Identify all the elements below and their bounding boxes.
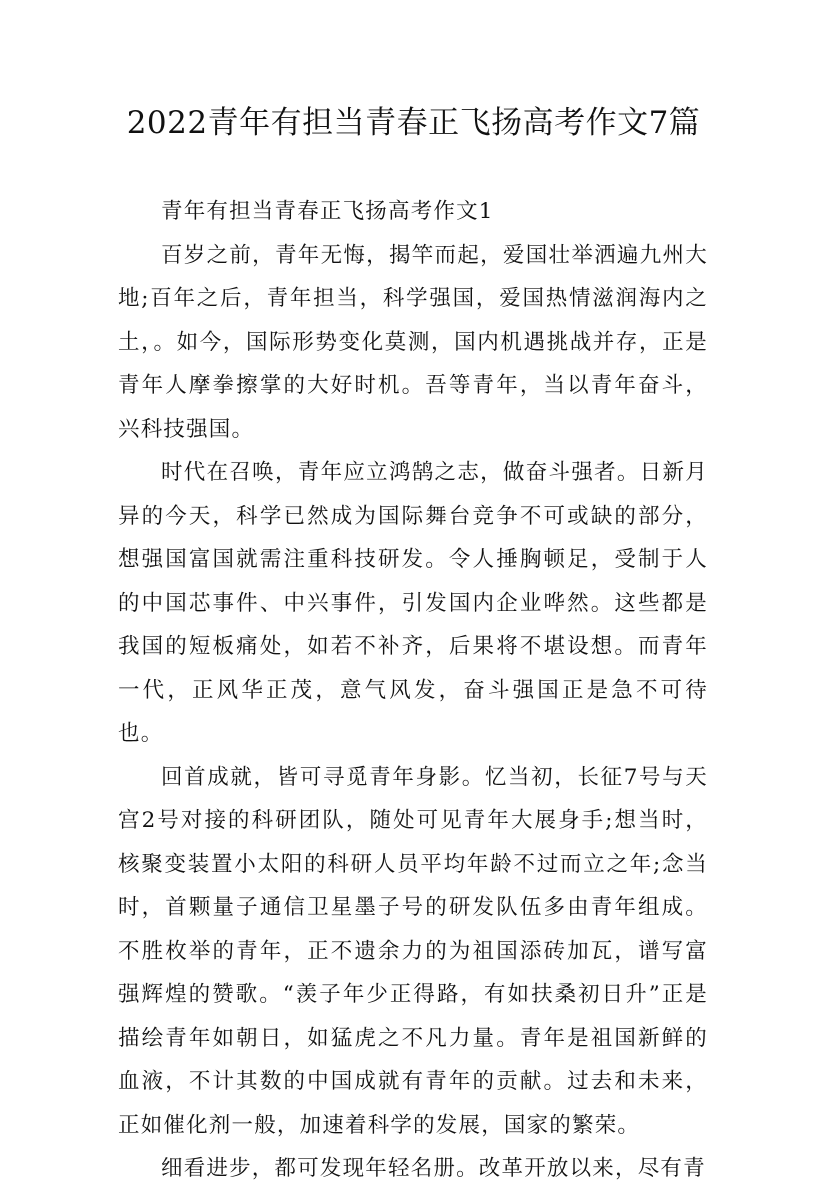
paragraph-2: 时代在召唤，青年应立鸿鹄之志，做奋斗强者。日新月异的今天，科学已然成为国际舞台竞争不可或缺的部分，想强国富国就需注重科技研发。令人捶胸顿足，受制于人的中国芯事件、中兴事件，引发国内企业哗然。这些都是我国的短板痛处，如若不补齐，后果将不堪设想。而青年一代，正风华正茂，意气风发，奋斗强国正是急不可待也。: [118, 460, 708, 746]
paragraph-1: 百岁之前，青年无悔，揭竿而起，爱国壮举洒遍九州大地;百年之后，青年担当，科学强国，爱国热情滋润海内之土，。如今，国际形势变化莫测，国内机遇挑战并存，正是青年人摩拳擦掌的大好时机。吾等青年，当以青年奋斗，兴科技强国。: [118, 242, 708, 442]
essay-subtitle: 青年有担当青春正飞扬高考作文1: [161, 199, 494, 224]
paragraph-3: 回首成就，皆可寻觅青年身影。忆当初，长征7号与天宫2号对接的科研团队，随处可见青年大展身手;想当时，核聚变装置小太阳的科研人员平均年龄不过而立之年;念当时，首颗量子通信卫星墨子号的研发队伍多由青年组成。不胜枚举的青年，正不遗余力的为祖国添砖加瓦，谱写富强辉煌的赞歌。“羡子年少正得路，有如扶桑初日升”正是描绘青年如朝日，如猛虎之不凡力量。青年是祖国新鲜的血液，不计其数的中国成就有青年的贡献。过去和未来，正如催化剂一般，加速着科学的发展，国家的繁荣。: [118, 764, 708, 1138]
document-body: [118, 190, 708, 1191]
paragraph-4: 细看进步，都可发现年轻名册。改革开放以来，尽有青: [161, 1156, 706, 1181]
document-title: 2022青年有担当青春正飞扬高考作文7篇: [126, 105, 701, 141]
